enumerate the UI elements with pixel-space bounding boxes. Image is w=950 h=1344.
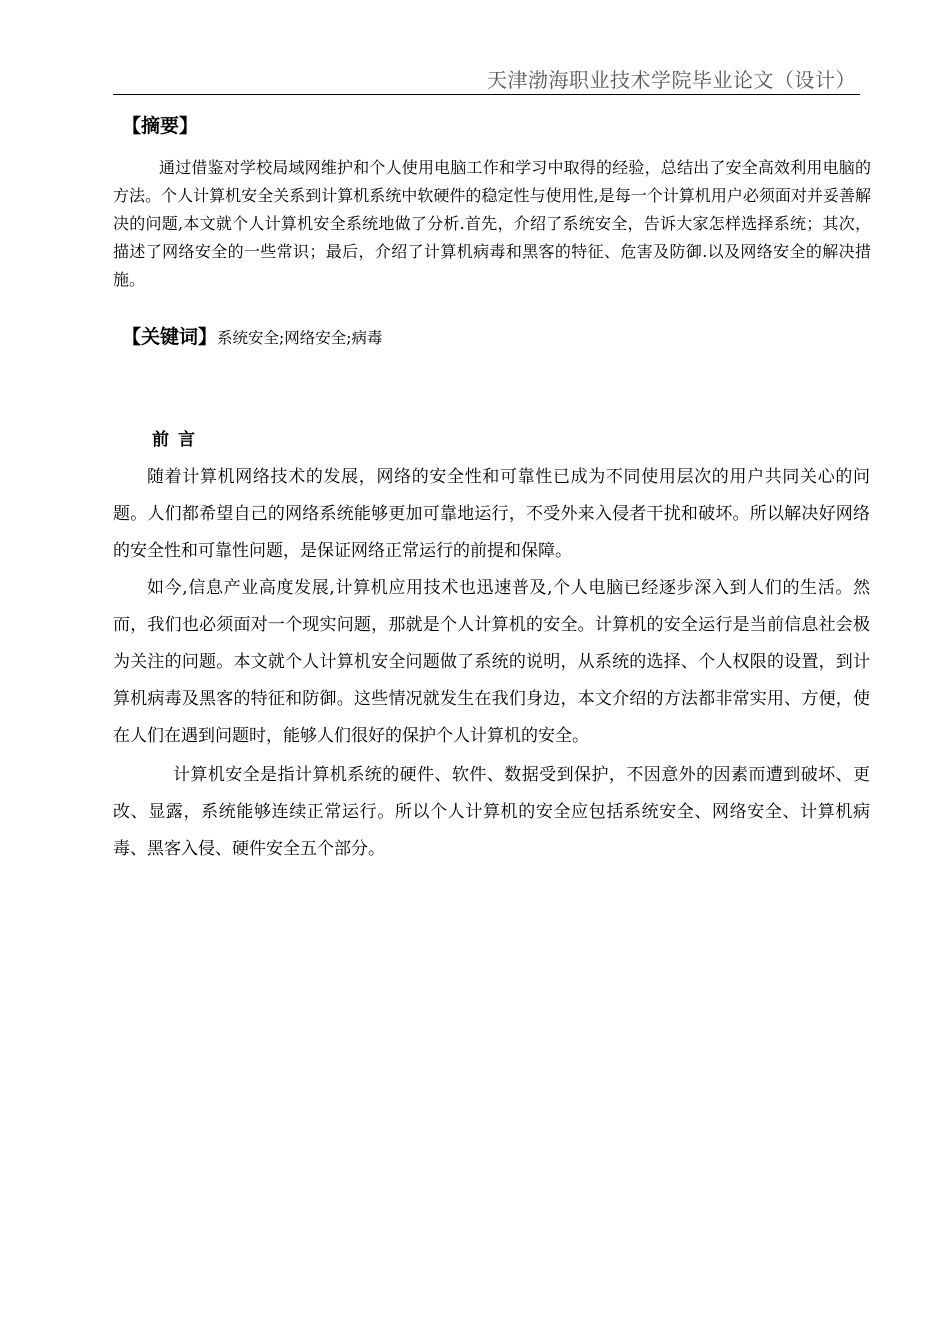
keywords-label: 【关键词】 (122, 326, 218, 348)
header-title: 天津渤海职业技术学院毕业论文（设计） (487, 68, 856, 92)
page-header (113, 66, 860, 95)
abstract-body: 通过借鉴对学校局域网维护和个人使用电脑工作和学习中取得的经验，总结出了安全高效利用电脑的方法。个人计算机安全关系到计算机系统中软硬件的稳定性与使用性,是每一个计算机用户必须面对并妥善解决的问题,本文就个人计算机安全系统地做了分析.首先，介绍了系统安全，告诉大家怎样选择系统；其次，描述了网络安全的一些常识；最后，介绍了计算机病毒和黑客的特征、危害及防御.以及网络安全的解决措施。 (113, 158, 871, 289)
keywords-value: 系统安全;网络安全;病毒 (217, 329, 383, 347)
preface-paragraph-2: 如今,信息产业高度发展,计算机应用技术也迅速普及,个人电脑已经逐步深入到人们的生活。然而，我们也必须面对一个现实问题，那就是个人计算机的安全。计算机的安全运行是当前信息社会极为关注的问题。本文就个人计算机安全问题做了系统的说明，从系统的选择、个人权限的设置，到计算机病毒及黑客的特征和防御。这些情况就发生在我们身边，本文介绍的方法都非常实用、方便，使在人们在遇到问题时，能够人们很好的保护个人计算机的安全。 (113, 578, 870, 746)
abstract-heading: 【摘要】 (122, 115, 199, 137)
preface-section (113, 459, 870, 868)
preface-title: 前言 (152, 430, 204, 450)
keywords-line (122, 323, 382, 352)
preface-paragraph-1: 随着计算机网络技术的发展，网络的安全性和可靠性已成为不同使用层次的用户共同关心的问题。人们都希望自己的网络系统能够更加可靠地运行，不受外来入侵者干扰和破坏。所以解决好网络的安全性和可靠性问题，是保证网络正常运行的前提和保障。 (113, 467, 870, 561)
preface-paragraph-3: 计算机安全是指计算机系统的硬件、软件、数据受到保护，不因意外的因素而遭到破坏、更改、显露，系统能够连续正常运行。所以个人计算机的安全应包括系统安全、网络安全、计算机病毒、黑客入侵、硬件安全五个部分。 (113, 765, 870, 859)
